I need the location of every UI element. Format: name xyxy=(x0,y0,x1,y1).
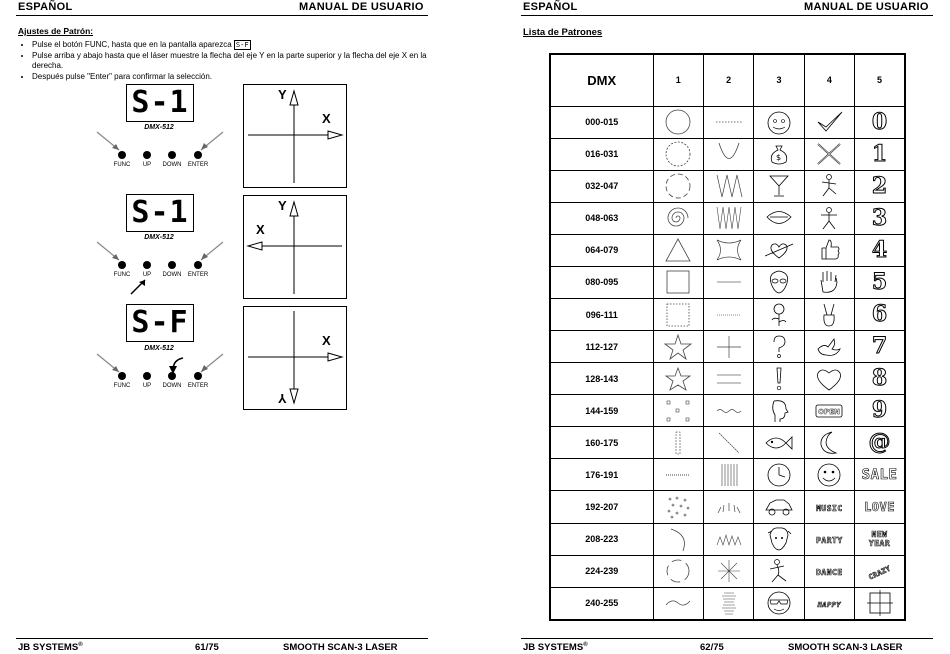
pattern-digit-2: 2 xyxy=(855,170,905,202)
axis-diagram-step1 xyxy=(243,84,347,188)
right-footer-product: SMOOTH SCAN-3 LASER xyxy=(788,642,903,653)
table-row xyxy=(550,363,905,395)
table-row xyxy=(550,491,905,523)
table-row xyxy=(550,170,905,202)
down-button[interactable] xyxy=(168,261,176,269)
up-label: UP xyxy=(142,272,152,278)
pattern-at-sign: @ xyxy=(855,427,905,459)
pattern-star-icon xyxy=(653,363,703,395)
pattern-pumpkin-icon xyxy=(754,106,804,138)
table-row xyxy=(550,298,905,330)
step1-arrows xyxy=(95,128,235,158)
down-label: DOWN xyxy=(162,383,182,389)
pattern-love-text: LOVE xyxy=(855,491,905,523)
enter-label: ENTER xyxy=(187,162,209,168)
up-button[interactable] xyxy=(143,372,151,380)
device-label: DMX-512 xyxy=(144,124,174,131)
pattern-happy-text: HAPPY xyxy=(804,587,854,620)
func-label: FUNC xyxy=(113,383,131,389)
up-label: UP xyxy=(142,162,152,168)
y-axis-label: Y xyxy=(278,87,287,102)
pattern-digit-4: 4 xyxy=(855,234,905,266)
pattern-rose-icon xyxy=(754,298,804,330)
dmx-range: 096-111 xyxy=(550,298,653,330)
dmx-range: 080-095 xyxy=(550,266,653,298)
x-axis-label: X xyxy=(322,333,331,348)
column-header: 2 xyxy=(703,54,753,106)
left-footer-page: 61/75 xyxy=(195,642,219,653)
x-axis-label: X xyxy=(322,111,331,126)
svg-text:OPEN: OPEN xyxy=(818,407,841,416)
pattern-dashed-circle-icon xyxy=(653,170,703,202)
instruction-item: • Pulse arriba y abajo hasta que el láser muestre la flecha del eje Y en la parte superior y la flecha del eje X en la derecha. xyxy=(32,51,442,72)
dmx-range: 144-159 xyxy=(550,395,653,427)
pattern-new-year-text: NEW YEAR xyxy=(855,523,905,555)
pattern-scattered-dots-icon xyxy=(653,491,703,523)
pattern-heart-arrow-icon xyxy=(754,234,804,266)
dmx-range: 160-175 xyxy=(550,427,653,459)
left-header-rule xyxy=(16,15,428,16)
left-footer-product: SMOOTH SCAN-3 LASER xyxy=(283,642,398,653)
pattern-square-icon xyxy=(653,266,703,298)
up-label: UP xyxy=(142,383,152,389)
right-header-manual: MANUAL DE USUARIO xyxy=(804,1,929,13)
pattern-crosshair-icon xyxy=(855,587,905,620)
dmx-range: 240-255 xyxy=(550,587,653,620)
y-axis-label: Y xyxy=(278,198,287,213)
right-footer-page: 62/75 xyxy=(700,642,724,653)
step3-arrows xyxy=(95,350,235,380)
dmx-range: 176-191 xyxy=(550,459,653,491)
pattern-face-hair-icon xyxy=(754,523,804,555)
dmx-range: 016-031 xyxy=(550,138,653,170)
dmx-range: 224-239 xyxy=(550,555,653,587)
pattern-w-wave-icon xyxy=(703,170,753,202)
pattern-digit-1: 1 xyxy=(855,138,905,170)
pattern-dotted-line-icon xyxy=(653,459,703,491)
column-header: 1 xyxy=(653,54,703,106)
pattern-cocktail-glass-icon xyxy=(754,170,804,202)
func-label: FUNC xyxy=(113,162,131,168)
pattern-burst-icon xyxy=(703,523,753,555)
down-label: DOWN xyxy=(162,272,182,278)
pattern-line-icon xyxy=(703,266,753,298)
instruction-list xyxy=(18,40,442,82)
pattern-digit-9: 9 xyxy=(855,395,905,427)
pattern-cross-icon xyxy=(804,138,854,170)
pattern-lips-icon xyxy=(754,202,804,234)
pattern-digit-0: 0 xyxy=(855,106,905,138)
axis-diagram-step3 xyxy=(243,306,347,410)
pattern-hand-icon xyxy=(804,266,854,298)
pattern-star-icon xyxy=(653,331,703,363)
pattern-arc-icon xyxy=(653,523,703,555)
pattern-bowtie-icon xyxy=(703,234,753,266)
pattern-face-glasses-icon xyxy=(754,587,804,620)
func-button[interactable] xyxy=(118,372,126,380)
dmx-range: 192-207 xyxy=(550,491,653,523)
table-row xyxy=(550,202,905,234)
pattern-dance-text: DANCE xyxy=(804,555,854,587)
pattern-face-profile-icon xyxy=(754,395,804,427)
device-label: DMX-512 xyxy=(144,345,174,352)
enter-button[interactable] xyxy=(194,151,202,159)
table-row xyxy=(550,427,905,459)
pattern-dotted-circle-icon xyxy=(653,138,703,170)
pattern-heart-icon xyxy=(804,363,854,395)
down-label: DOWN xyxy=(162,162,182,168)
left-footer-brand: JB SYSTEMS® xyxy=(18,642,83,654)
lcd-display-step3: S-F xyxy=(126,304,194,342)
pattern-double-line-icon xyxy=(703,363,753,395)
axis-diagram-step2 xyxy=(243,195,347,299)
y-axis-label: Y xyxy=(278,391,287,406)
lcd-display-step2: S-1 xyxy=(126,194,194,232)
up-button[interactable] xyxy=(143,151,151,159)
lcd-display-step1: S-1 xyxy=(126,84,194,122)
pattern-peace-hand-icon xyxy=(804,298,854,330)
pattern-plus-icon xyxy=(703,331,753,363)
table-row xyxy=(550,395,905,427)
pattern-digit-5: 5 xyxy=(855,266,905,298)
pattern-list-title: Lista de Patrones xyxy=(523,27,603,38)
pattern-digit-8: 8 xyxy=(855,363,905,395)
pattern-dotted-square-icon xyxy=(653,298,703,330)
pattern-music-text: MUSIC xyxy=(804,491,854,523)
step2-arrows xyxy=(95,238,235,298)
pattern-smiley-icon xyxy=(804,459,854,491)
dmx-range: 032-047 xyxy=(550,170,653,202)
table-row xyxy=(550,331,905,363)
enter-label: ENTER xyxy=(187,383,209,389)
pattern-sale-text: SALE xyxy=(855,459,905,491)
pattern-dancer-icon xyxy=(804,170,854,202)
dmx-range: 000-015 xyxy=(550,106,653,138)
pattern-thumbs-up-icon xyxy=(804,234,854,266)
pattern-exclamation-icon xyxy=(754,363,804,395)
pattern-vertical-lines-icon xyxy=(703,459,753,491)
dmx-range: 064-079 xyxy=(550,234,653,266)
column-header: DMX xyxy=(550,54,653,106)
table-row xyxy=(550,459,905,491)
pattern-spiral-icon xyxy=(653,202,703,234)
pattern-asterisk-icon xyxy=(703,555,753,587)
pattern-circle-icon xyxy=(653,106,703,138)
left-footer-rule xyxy=(16,638,428,639)
inline-display: S-F xyxy=(235,41,249,49)
pattern-wave-icon xyxy=(653,587,703,620)
pattern-moneybag-icon xyxy=(754,138,804,170)
pattern-dotted-line-icon xyxy=(703,298,753,330)
left-header-language: ESPAÑOL xyxy=(18,1,73,13)
device-label: DMX-512 xyxy=(144,234,174,241)
table-row xyxy=(550,523,905,555)
pattern-question-mark-icon xyxy=(754,331,804,363)
pattern-clock-icon xyxy=(754,459,804,491)
dmx-range: 128-143 xyxy=(550,363,653,395)
dmx-range: 208-223 xyxy=(550,523,653,555)
svg-text:$: $ xyxy=(775,153,782,163)
pattern-alien-icon xyxy=(754,266,804,298)
enter-button[interactable] xyxy=(194,261,202,269)
table-row xyxy=(550,587,905,620)
func-button[interactable] xyxy=(118,151,126,159)
up-button[interactable] xyxy=(143,261,151,269)
x-axis-label: X xyxy=(256,222,265,237)
pattern-zigzag-icon xyxy=(703,202,753,234)
pattern-digit-6: 6 xyxy=(855,298,905,330)
column-header: 4 xyxy=(804,54,854,106)
pattern-digit-7: 7 xyxy=(855,331,905,363)
pattern-stick-figure-icon xyxy=(804,202,854,234)
dmx-range: 112-127 xyxy=(550,331,653,363)
pattern-table xyxy=(549,53,906,621)
pattern-diagonal-line-icon xyxy=(703,427,753,459)
right-header-rule xyxy=(521,15,933,16)
pattern-open-sign xyxy=(804,395,854,427)
right-footer-rule xyxy=(521,638,933,639)
pattern-v-shape-icon xyxy=(703,138,753,170)
pattern-dancing-figure-icon xyxy=(754,555,804,587)
instruction-item: • Pulse el botón FUNC, hasta que en la pantalla aparezca S-F xyxy=(32,40,442,51)
down-button[interactable] xyxy=(168,151,176,159)
table-row xyxy=(550,266,905,298)
pattern-checkmark-icon xyxy=(804,106,854,138)
pattern-moon-icon xyxy=(804,427,854,459)
pattern-hatched-shape-icon xyxy=(703,587,753,620)
column-header: 5 xyxy=(855,54,905,106)
pattern-crazy-text: CRAZY xyxy=(855,555,905,587)
pattern-dotted-line-icon xyxy=(703,106,753,138)
pattern-settings-title: Ajustes de Patrón: xyxy=(18,26,94,36)
pattern-triangle-icon xyxy=(653,234,703,266)
table-header-row xyxy=(550,54,905,106)
pattern-party-text: PARTY xyxy=(804,523,854,555)
table-row xyxy=(550,234,905,266)
pattern-broken-circle-icon xyxy=(653,555,703,587)
instruction-item: • Después pulse "Enter" para confirmar la selección. xyxy=(32,72,442,83)
pattern-fish-icon xyxy=(754,427,804,459)
table-row xyxy=(550,106,905,138)
left-header-manual: MANUAL DE USUARIO xyxy=(299,1,424,13)
enter-button[interactable] xyxy=(194,372,202,380)
pattern-vertical-bar-icon xyxy=(653,427,703,459)
table-row xyxy=(550,555,905,587)
pattern-arc-rays-icon xyxy=(703,491,753,523)
right-header-language: ESPAÑOL xyxy=(523,1,578,13)
pattern-digit-3: 3 xyxy=(855,202,905,234)
pattern-dove-icon xyxy=(804,331,854,363)
pattern-small-wave-icon xyxy=(703,395,753,427)
column-header: 3 xyxy=(754,54,804,106)
table-row xyxy=(550,138,905,170)
enter-label: ENTER xyxy=(187,272,209,278)
func-label: FUNC xyxy=(113,272,131,278)
dmx-range: 048-063 xyxy=(550,202,653,234)
pattern-corner-dots-icon xyxy=(653,395,703,427)
func-button[interactable] xyxy=(118,261,126,269)
down-button[interactable] xyxy=(168,372,176,380)
pattern-car-icon xyxy=(754,491,804,523)
right-footer-brand: JB SYSTEMS® xyxy=(523,642,588,654)
